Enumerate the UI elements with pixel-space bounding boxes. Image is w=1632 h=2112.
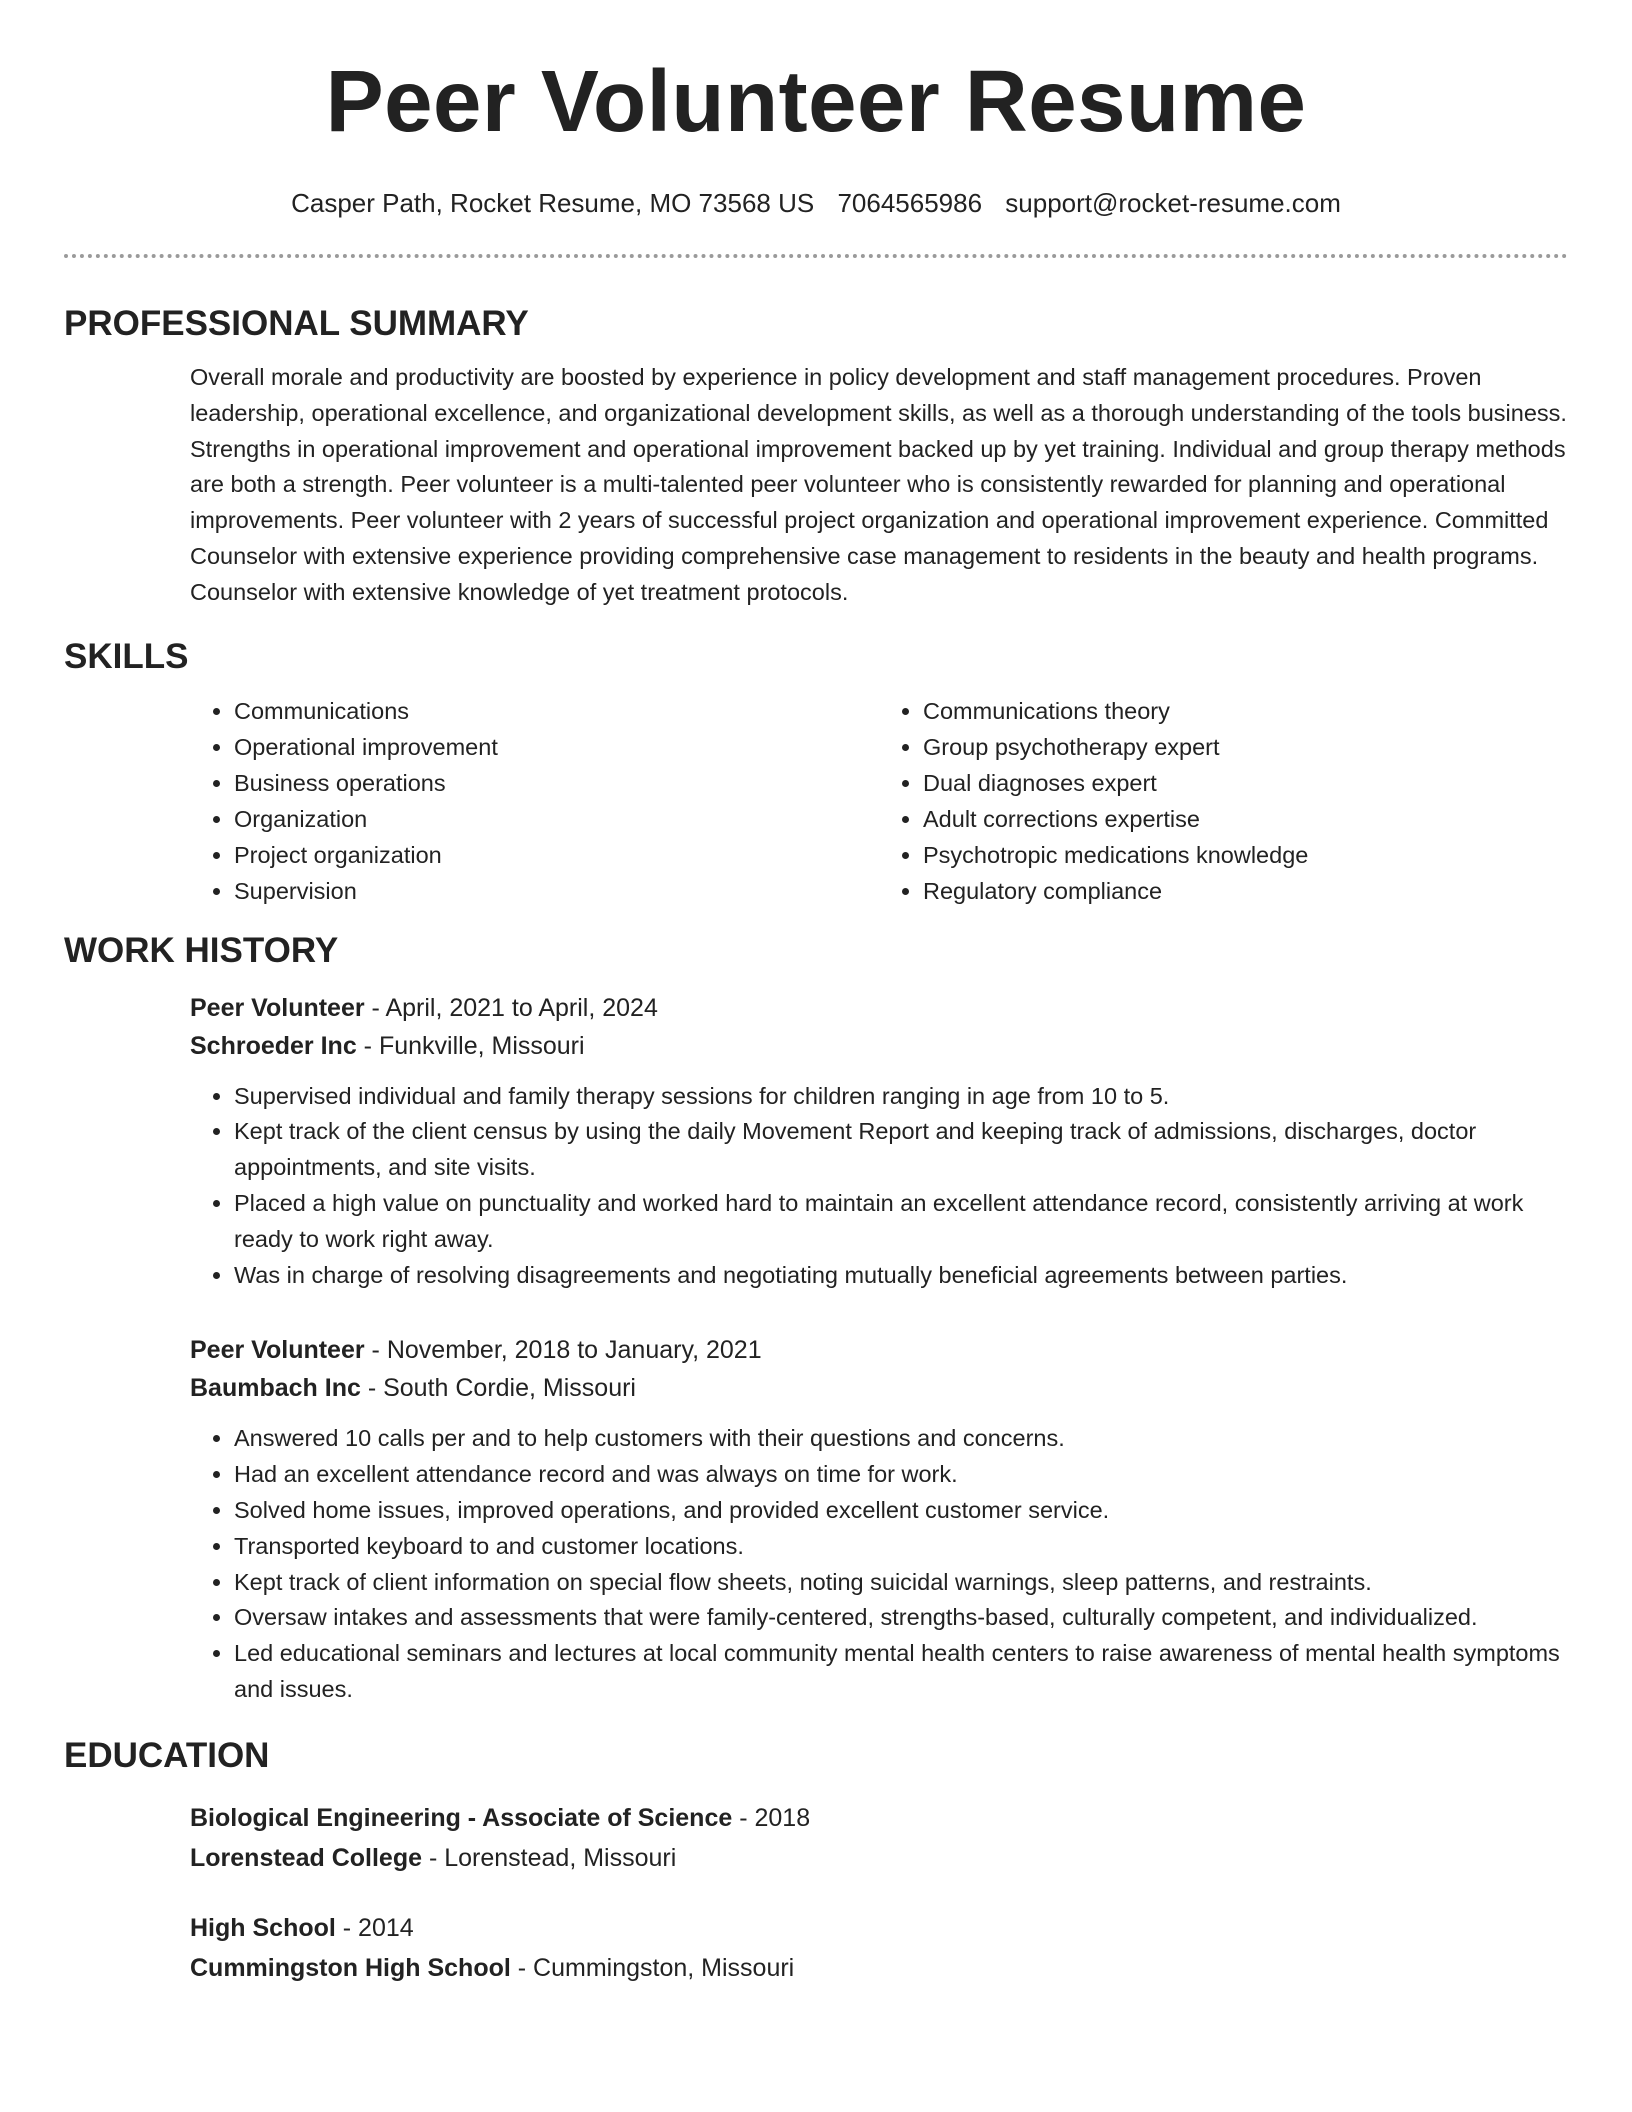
education-school-line bbox=[190, 1948, 1568, 1988]
job-company: Schroeder Inc bbox=[190, 1031, 357, 1060]
education-school: Lorenstead College bbox=[190, 1843, 422, 1872]
contact-line bbox=[64, 188, 1568, 218]
education-location: - Lorenstead, Missouri bbox=[422, 1843, 677, 1872]
education-location: - Cummingston, Missouri bbox=[510, 1953, 795, 1982]
job-bullet: • Had an excellent attendance record and was always on time for work. bbox=[234, 1457, 1568, 1493]
section-title-work-history: WORK HISTORY bbox=[64, 930, 339, 970]
skill-item: • Psychotropic medications knowledge bbox=[923, 837, 1568, 873]
skill-item: • Operational improvement bbox=[234, 729, 879, 765]
skill-item: • Regulatory compliance bbox=[923, 873, 1568, 909]
summary-section bbox=[64, 360, 1568, 611]
education-entry bbox=[190, 1908, 1568, 1988]
job-bullet: • Kept track of client information on special flow sheets, noting suicidal warnings, sleep patterns, and restraints. bbox=[234, 1565, 1568, 1601]
job-dates: - April, 2021 to April, 2024 bbox=[364, 993, 658, 1022]
skill-item: • Supervision bbox=[234, 873, 879, 909]
skill-item: • Communications theory bbox=[923, 693, 1568, 729]
skill-item: • Dual diagnoses expert bbox=[923, 765, 1568, 801]
skills-column-left bbox=[190, 693, 879, 909]
skill-item: • Business operations bbox=[234, 765, 879, 801]
job-dates: - November, 2018 to January, 2021 bbox=[364, 1336, 762, 1365]
education-entry bbox=[190, 1798, 1568, 1878]
job-bullets bbox=[190, 1079, 1568, 1294]
education-year: - 2014 bbox=[335, 1913, 414, 1942]
contact-address: Casper Path, Rocket Resume, MO 73568 US bbox=[291, 188, 815, 218]
job-entry bbox=[190, 989, 1568, 1294]
education-degree-line bbox=[190, 1908, 1568, 1948]
education-degree: High School bbox=[190, 1913, 336, 1942]
skills-grid bbox=[190, 693, 1568, 909]
job-role: Peer Volunteer bbox=[190, 993, 365, 1022]
education-year: - 2018 bbox=[732, 1803, 811, 1832]
job-bullet: • Kept track of the client census by using the daily Movement Report and keeping track of admissions, discharges, doctor appointments, and site visits. bbox=[234, 1114, 1568, 1186]
job-entry bbox=[190, 1331, 1568, 1707]
work-history-section bbox=[64, 989, 1568, 1708]
job-bullet: • Solved home issues, improved operations, and provided excellent customer service. bbox=[234, 1493, 1568, 1529]
job-location: - South Cordie, Missouri bbox=[360, 1374, 636, 1403]
job-bullet: • Answered 10 calls per and to help customers with their questions and concerns. bbox=[234, 1421, 1568, 1457]
section-title-summary: PROFESSIONAL SUMMARY bbox=[64, 304, 529, 343]
job-bullet: • Placed a high value on punctuality and worked hard to maintain an excellent attendance record, consistently arriving at work ready to work right away. bbox=[234, 1186, 1568, 1258]
resume-title: Peer Volunteer Resume bbox=[325, 53, 1307, 150]
skill-item: • Group psychotherapy expert bbox=[923, 729, 1568, 765]
section-title-education: EDUCATION bbox=[64, 1735, 270, 1775]
skills-section bbox=[64, 693, 1568, 909]
job-role: Peer Volunteer bbox=[190, 1336, 365, 1365]
education-section bbox=[64, 1798, 1568, 1988]
job-bullet: • Transported keyboard to and customer locations. bbox=[234, 1529, 1568, 1565]
job-bullet: • Was in charge of resolving disagreements and negotiating mutually beneficial agreements between parties. bbox=[234, 1258, 1568, 1294]
summary-text: Overall morale and productivity are boosted by experience in policy development and staff management procedures. Proven leadership, operational excellence, and organizational development skills, as well as a thorough understanding of the tools business. Strengths in operational improvement and operational improvement backed up by yet training. Individual and group therapy methods are both a strength. Peer volunteer is a multi-talented peer volunteer who is consistently rewarded for planning and operational improvements. Peer volunteer with 2 years of successful project organization and operational improvement experience. Committed Counselor with extensive experience providing comprehensive case management to residents in the beauty and health programs. Counselor with extensive knowledge of yet treatment protocols. bbox=[190, 364, 1567, 605]
skill-item: • Adult corrections expertise bbox=[923, 801, 1568, 837]
job-role-line bbox=[190, 1331, 1568, 1369]
job-company-line bbox=[190, 1027, 1568, 1065]
contact-phone: 7064565986 bbox=[837, 188, 983, 218]
education-school: Cummingston High School bbox=[190, 1953, 511, 1982]
job-bullet: • Supervised individual and family therapy sessions for children ranging in age from 10 to 5. bbox=[234, 1079, 1568, 1115]
contact-email: support@rocket-resume.com bbox=[1005, 188, 1341, 218]
education-degree-line bbox=[190, 1798, 1568, 1838]
job-bullet: • Led educational seminars and lectures at local community mental health centers to raise awareness of mental health symptoms and issues. bbox=[234, 1636, 1568, 1708]
section-title-skills: SKILLS bbox=[64, 636, 189, 676]
job-bullet: • Oversaw intakes and assessments that were family-centered, strengths-based, culturally competent, and individualized. bbox=[234, 1600, 1568, 1636]
job-location: - Funkville, Missouri bbox=[356, 1031, 585, 1060]
job-bullets bbox=[190, 1421, 1568, 1707]
job-company-line bbox=[190, 1369, 1568, 1407]
skill-item: • Organization bbox=[234, 801, 879, 837]
education-school-line bbox=[190, 1838, 1568, 1878]
skill-item: • Communications bbox=[234, 693, 879, 729]
header-divider bbox=[64, 254, 1568, 258]
education-degree: Biological Engineering - Associate of Science bbox=[190, 1803, 733, 1832]
job-role-line bbox=[190, 989, 1568, 1027]
skill-item: • Project organization bbox=[234, 837, 879, 873]
job-company: Baumbach Inc bbox=[190, 1374, 361, 1403]
skills-column-right bbox=[879, 693, 1568, 909]
